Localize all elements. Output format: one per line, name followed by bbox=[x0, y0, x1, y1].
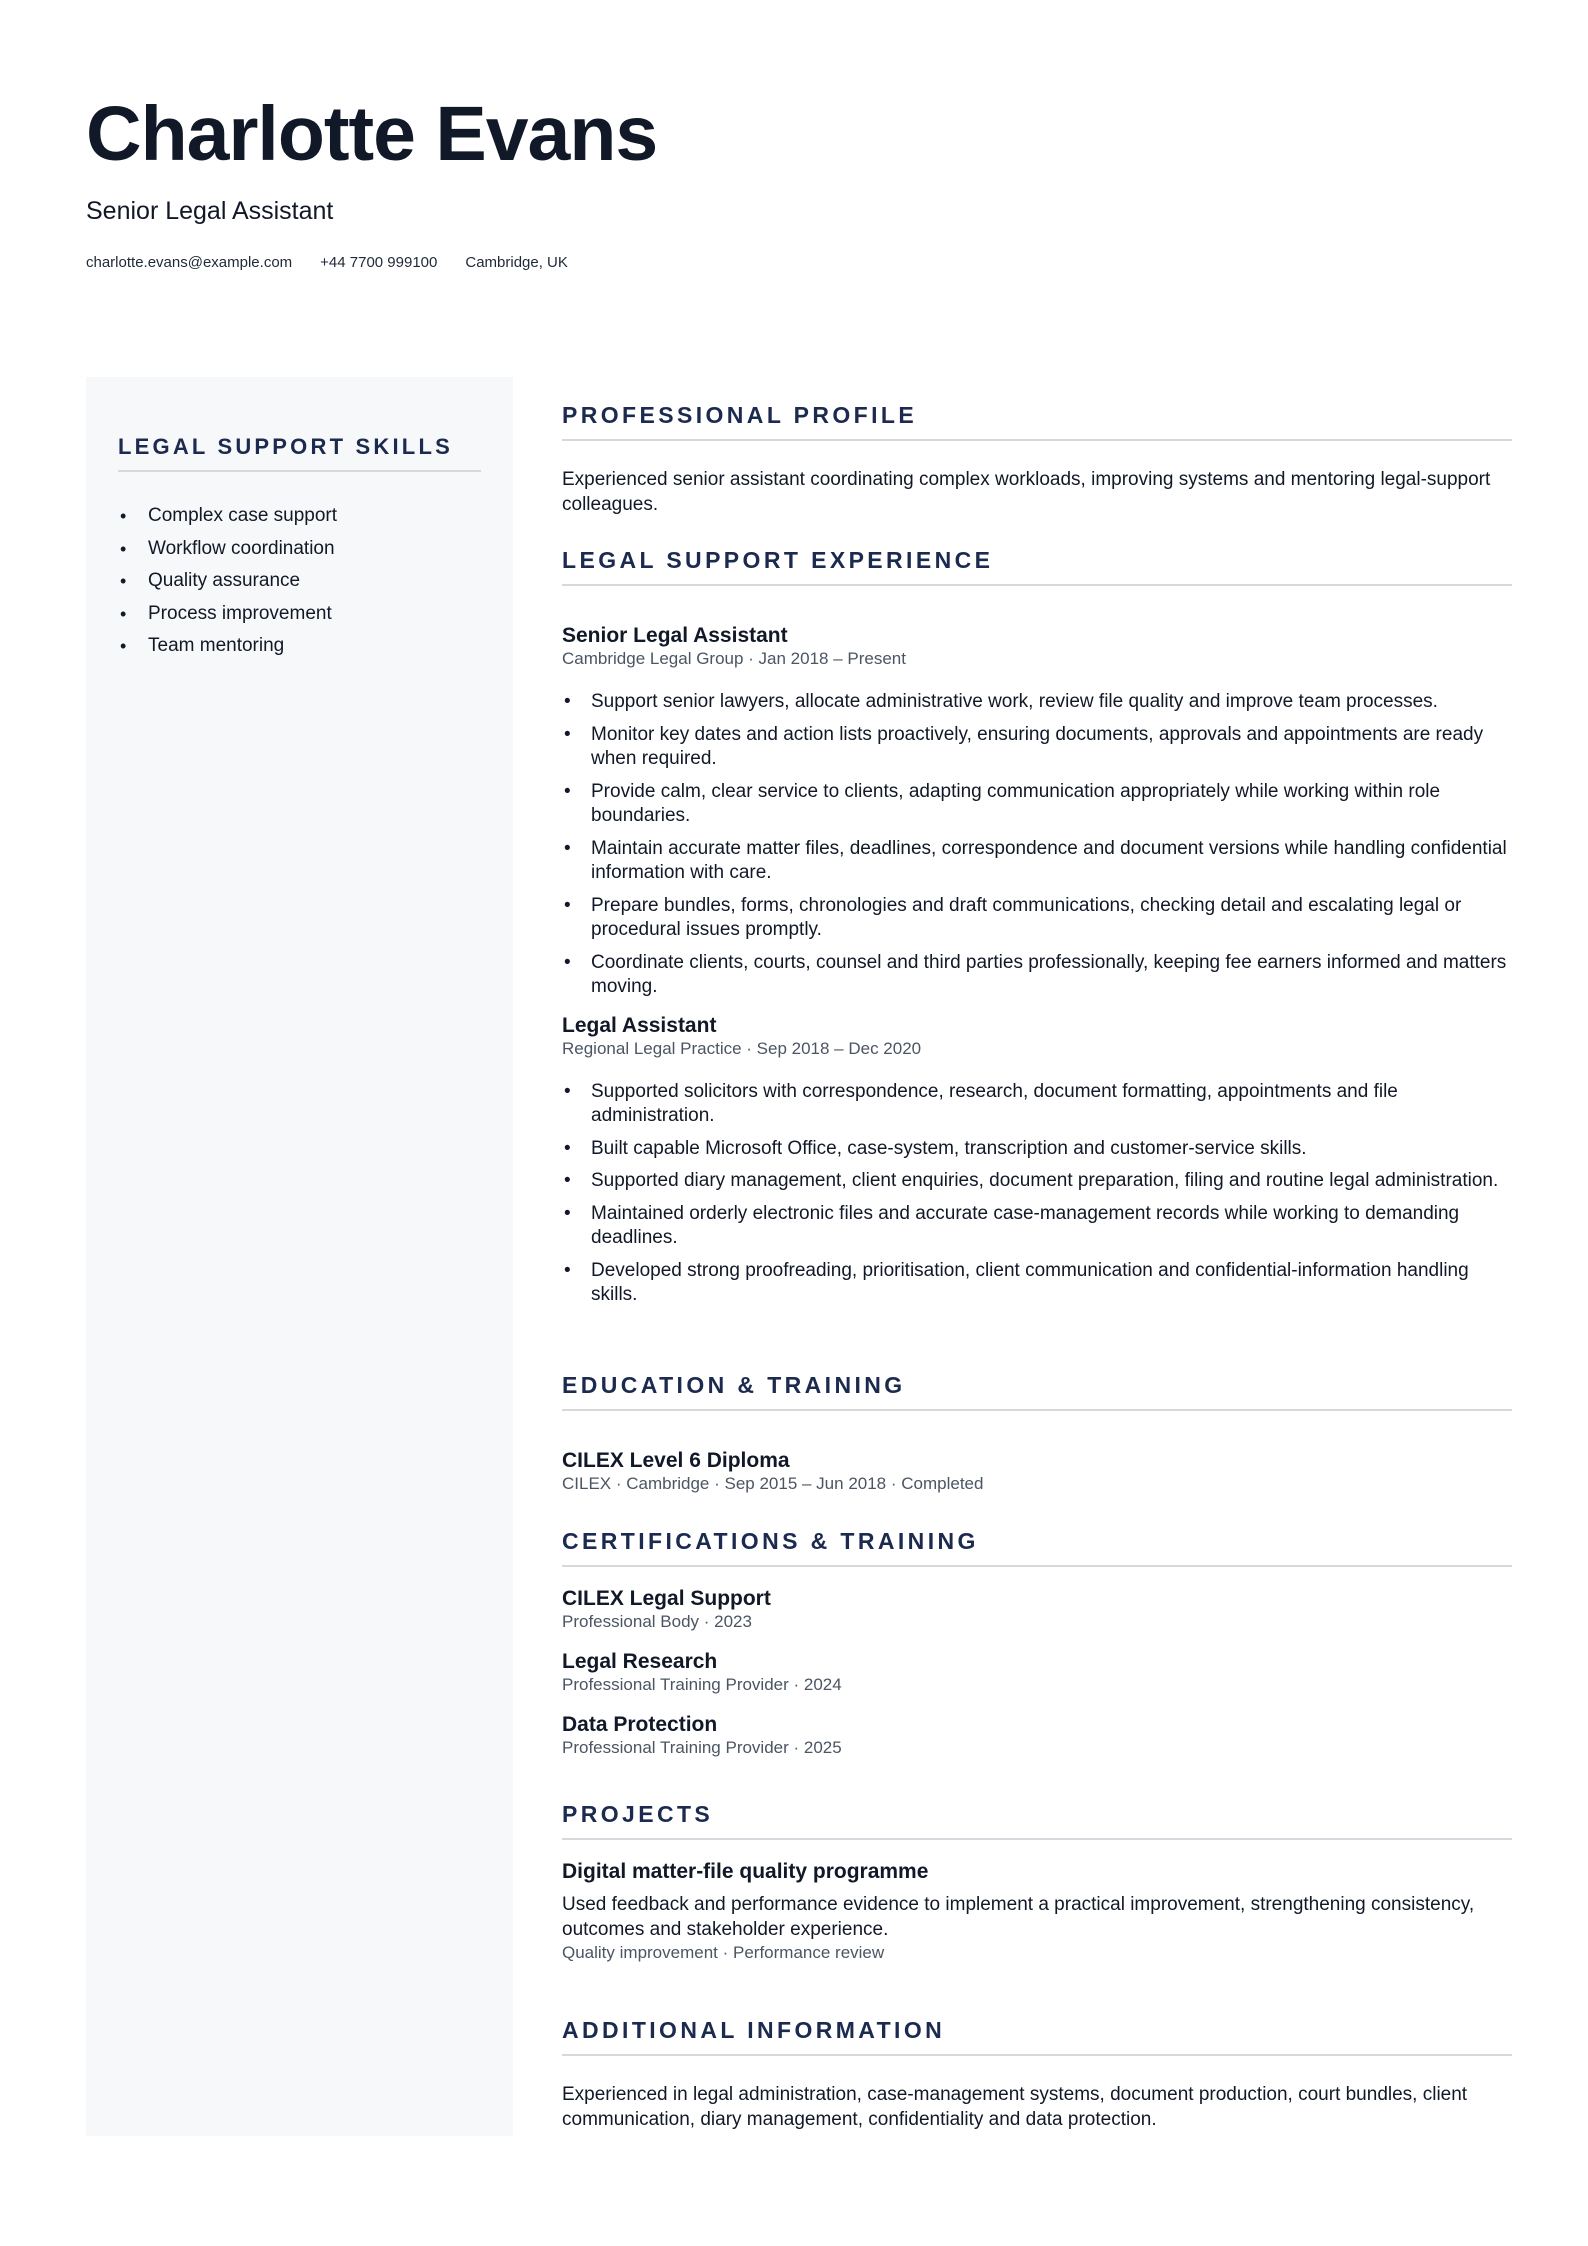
skill-item: • Team mentoring bbox=[118, 630, 481, 663]
job-bullet: • Support senior lawyers, allocate administrative work, review file quality and improve team processes. bbox=[562, 690, 1512, 715]
job-bullet: • Coordinate clients, courts, counsel and third parties professionally, keeping fee earners informed and matters moving. bbox=[562, 951, 1512, 1000]
certification-title: Legal Research bbox=[562, 1650, 718, 1673]
skill-item: • Workflow coordination bbox=[118, 533, 481, 566]
job-entry bbox=[562, 1014, 1512, 1308]
contact-location: Cambridge, UK bbox=[465, 254, 568, 271]
project-description: Used feedback and performance evidence to implement a practical improvement, strengthening consistency, outcomes and stakeholder experience. bbox=[562, 1894, 1475, 1940]
sidebar bbox=[86, 377, 513, 2136]
education-item bbox=[562, 1449, 1512, 1495]
contact-line bbox=[86, 254, 568, 271]
job-bullet: • Maintained orderly electronic files and accurate case-management records while working to demanding deadlines. bbox=[562, 1202, 1512, 1251]
certification-meta: Professional Training Provider · 2025 bbox=[562, 1738, 842, 1757]
job-meta: Regional Legal Practice · Sep 2018 – Dec 2020 bbox=[562, 1038, 922, 1058]
job-title: Senior Legal Assistant bbox=[562, 624, 788, 647]
certification-item bbox=[562, 1713, 1512, 1759]
job-entry bbox=[562, 624, 1512, 1000]
project-item bbox=[562, 1860, 1512, 1964]
profile-text: Experienced senior assistant coordinating complex workloads, improving systems and mentoring legal-support colleagues. bbox=[562, 469, 1491, 515]
education-section bbox=[562, 1372, 1512, 1495]
certification-title: CILEX Legal Support bbox=[562, 1587, 771, 1610]
project-title: Digital matter-file quality programme bbox=[562, 1860, 929, 1883]
project-meta: Quality improvement · Performance review bbox=[562, 1943, 885, 1962]
certification-title: Data Protection bbox=[562, 1713, 718, 1736]
education-heading: EDUCATION & TRAINING bbox=[562, 1372, 1512, 1411]
additional-heading: ADDITIONAL INFORMATION bbox=[562, 2017, 1512, 2056]
certifications-section bbox=[562, 1528, 1512, 1759]
education-meta: CILEX · Cambridge · Sep 2015 – Jun 2018 · Completed bbox=[562, 1474, 984, 1493]
profile-heading: PROFESSIONAL PROFILE bbox=[562, 402, 1512, 441]
skill-item: • Complex case support bbox=[118, 500, 481, 533]
certifications-heading: CERTIFICATIONS & TRAINING bbox=[562, 1528, 1512, 1567]
skills-list bbox=[118, 500, 481, 663]
candidate-title: Senior Legal Assistant bbox=[86, 197, 334, 225]
contact-phone: +44 7700 999100 bbox=[320, 254, 438, 271]
skill-item: • Quality assurance bbox=[118, 565, 481, 598]
job-bullet: • Supported diary management, client enquiries, document preparation, filing and routine legal administration. bbox=[562, 1169, 1512, 1194]
education-title: CILEX Level 6 Diploma bbox=[562, 1449, 790, 1472]
job-bullet: • Provide calm, clear service to clients, adapting communication appropriately while working within role boundaries. bbox=[562, 780, 1512, 829]
job-meta: Cambridge Legal Group · Jan 2018 – Present bbox=[562, 649, 906, 668]
skills-heading: LEGAL SUPPORT SKILLS bbox=[118, 434, 481, 472]
profile-section bbox=[562, 402, 1512, 517]
job-bullet: • Supported solicitors with correspondence, research, document formatting, appointments and file administration. bbox=[562, 1080, 1512, 1129]
certification-meta: Professional Body · 2023 bbox=[562, 1612, 752, 1631]
job-bullets bbox=[562, 1080, 1512, 1308]
projects-section bbox=[562, 1801, 1512, 1964]
skill-item: • Process improvement bbox=[118, 598, 481, 631]
experience-heading: LEGAL SUPPORT EXPERIENCE bbox=[562, 547, 1512, 586]
candidate-name: Charlotte Evans bbox=[86, 91, 658, 177]
job-bullet: • Developed strong proofreading, prioritisation, client communication and confidential-information handling skills. bbox=[562, 1259, 1512, 1308]
job-bullet: • Maintain accurate matter files, deadlines, correspondence and document versions while handling confidential information with care. bbox=[562, 837, 1512, 886]
certification-item bbox=[562, 1587, 1512, 1633]
certification-item bbox=[562, 1650, 1512, 1696]
job-bullet: • Built capable Microsoft Office, case-system, transcription and customer-service skills. bbox=[562, 1137, 1512, 1162]
experience-section bbox=[562, 547, 1512, 1316]
job-bullet: • Prepare bundles, forms, chronologies and draft communications, checking detail and escalating legal or procedural issues promptly. bbox=[562, 894, 1512, 943]
additional-section bbox=[562, 2017, 1512, 2132]
job-bullet: • Monitor key dates and action lists proactively, ensuring documents, approvals and appointments are ready when required. bbox=[562, 723, 1512, 772]
certification-meta: Professional Training Provider · 2024 bbox=[562, 1675, 842, 1694]
contact-email: charlotte.evans@example.com bbox=[86, 254, 293, 271]
additional-text: Experienced in legal administration, case-management systems, document production, court bundles, client communication, diary management, confidentiality and data protection. bbox=[562, 2084, 1468, 2130]
job-title: Legal Assistant bbox=[562, 1013, 717, 1037]
job-bullets bbox=[562, 690, 1512, 1000]
projects-heading: PROJECTS bbox=[562, 1801, 1512, 1840]
